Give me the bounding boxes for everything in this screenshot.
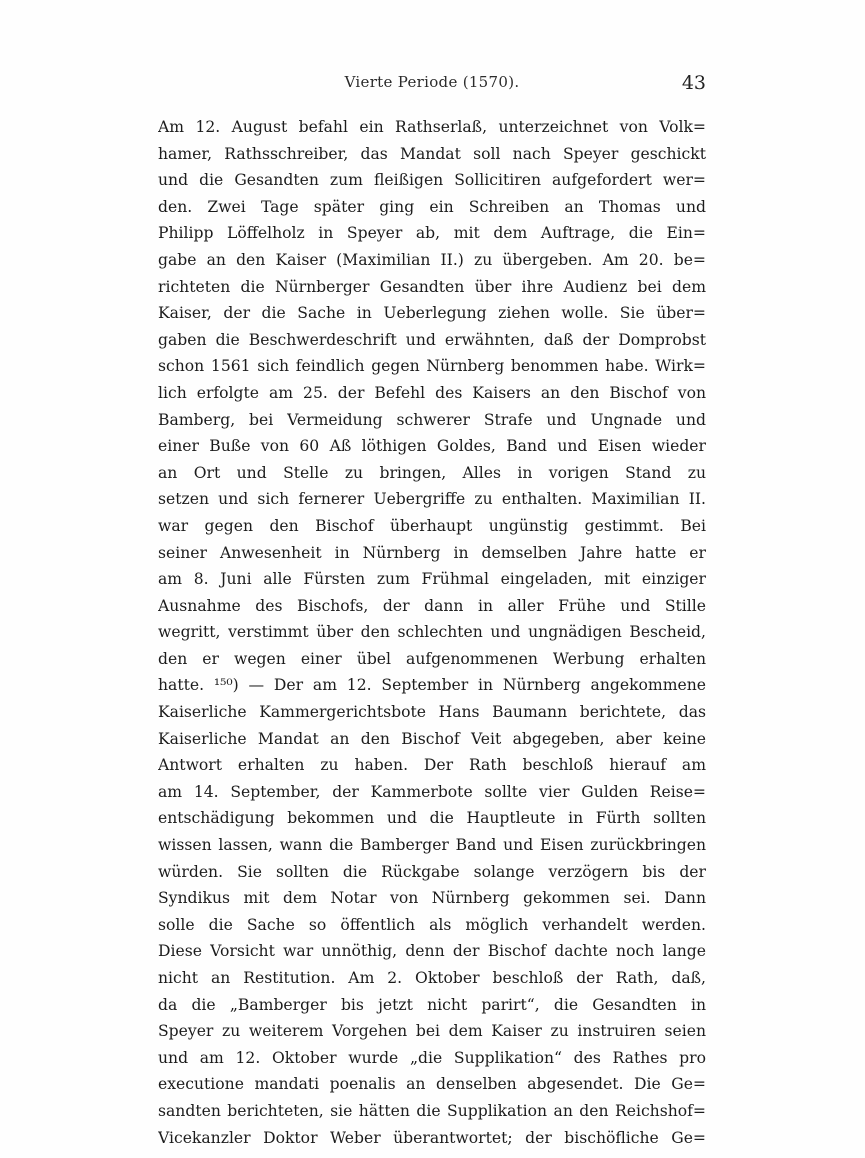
text-line: gaben die Beschwerdeschrift und erwähnten, daß der Domprobst [158, 330, 706, 349]
page-header [158, 73, 706, 101]
page-number: 43 [681, 72, 706, 94]
text-line: den er wegen einer übel aufgenommenen Werbung erhalten [158, 649, 706, 668]
text-line: am 14. September, der Kammerbote sollte vier Gulden Reise= [158, 782, 706, 801]
text-line: nicht an Restitution. Am 2. Oktober beschloß der Rath, daß, [158, 969, 706, 987]
text-line: solle die Sache so öffentlich als möglich verhandelt werden. [158, 915, 706, 934]
text-line: setzen und sich fernerer Uebergriffe zu enthalten. Maximilian II. [158, 490, 706, 509]
text-line: schon 1561 sich feindlich gegen Nürnberg benommen habe. Wirk= [158, 357, 706, 376]
text-line: Philipp Löffelholz in Speyer ab, mit dem Auftrage, die Ein= [158, 224, 706, 243]
text-line: Kaiser, der die Sache in Ueberlegung ziehen wolle. Sie über= [158, 304, 706, 323]
text-line: da die „Bamberger bis jetzt nicht parirt“, die Gesandten in [158, 995, 706, 1014]
text-line: seiner Anwesenheit in Nürnberg in demselben Jahre hatte er [158, 543, 706, 562]
text-line: sandten berichteten, sie hätten die Supplikation an den Reichshof= [158, 1101, 706, 1120]
text-line: den. Zwei Tage später ging ein Schreiben an Thomas und [158, 197, 706, 216]
text-line: wissen lassen, wann die Bamberger Band und Eisen zurückbringen [158, 836, 706, 855]
text-line: und die Gesandten zum fleißigen Sollicitiren aufgefordert wer= [158, 171, 706, 190]
text-line: Am 12. August befahl ein Rathserlaß, unterzeichnet von Volk= [158, 118, 706, 136]
running-title: Vierte Periode (1570). [344, 73, 520, 91]
text-line: an Ort und Stelle zu bringen, Alles in vorigen Stand zu [158, 463, 706, 482]
text-line: Diese Vorsicht war unnöthig, denn der Bischof dachte noch lange [158, 942, 706, 961]
text-line: wegritt, verstimmt über den schlechten und ungnädigen Bescheid, [158, 623, 706, 642]
text-line: Speyer zu weiterem Vorgehen bei dem Kaiser zu instruiren seien [158, 1022, 706, 1041]
text-line: war gegen den Bischof überhaupt ungünstig gestimmt. Bei [158, 516, 706, 535]
text-line: Kaiserliche Mandat an den Bischof Veit abgegeben, aber keine [158, 729, 706, 748]
text-line: würden. Sie sollten die Rückgabe solange verzögern bis der [158, 862, 706, 881]
text-line: Syndikus mit dem Notar von Nürnberg gekommen sei. Dann [158, 889, 706, 908]
text-line: am 8. Juni alle Fürsten zum Frühmal eingeladen, mit einziger [158, 570, 706, 589]
body-text [158, 114, 706, 1151]
text-line: Bamberg, bei Vermeidung schwerer Strafe und Ungnade und [158, 410, 706, 429]
text-line: richteten die Nürnberger Gesandten über ihre Audienz bei dem [158, 277, 706, 296]
text-line: und am 12. Oktober wurde „die Supplikation“ des Rathes pro [158, 1048, 706, 1067]
text-line: Vicekanzler Doktor Weber überantwortet; der bischöfliche Ge= [158, 1128, 706, 1147]
text-line: entschädigung bekommen und die Hauptleute in Fürth sollten [158, 809, 706, 828]
text-line: Antwort erhalten zu haben. Der Rath beschloß hierauf am [158, 756, 706, 775]
text-line: hamer, Rathsschreiber, das Mandat soll nach Speyer geschickt [158, 144, 706, 163]
text-line: einer Buße von 60 Aß löthigen Goldes, Band und Eisen wieder [158, 437, 706, 456]
text-line: lich erfolgte am 25. der Befehl des Kaisers an den Bischof von [158, 383, 706, 402]
text-line: executione mandati poenalis an denselben abgesendet. Die Ge= [158, 1075, 706, 1094]
text-line: gabe an den Kaiser (Maximilian II.) zu übergeben. Am 20. be= [158, 250, 706, 269]
text-line: Kaiserliche Kammergerichtsbote Hans Baumann berichtete, das [158, 703, 706, 722]
text-line: hatte. ¹⁵⁰) — Der am 12. September in Nürnberg angekommene [158, 676, 706, 695]
text-line: Ausnahme des Bischofs, der dann in aller Frühe und Stille [158, 596, 706, 615]
